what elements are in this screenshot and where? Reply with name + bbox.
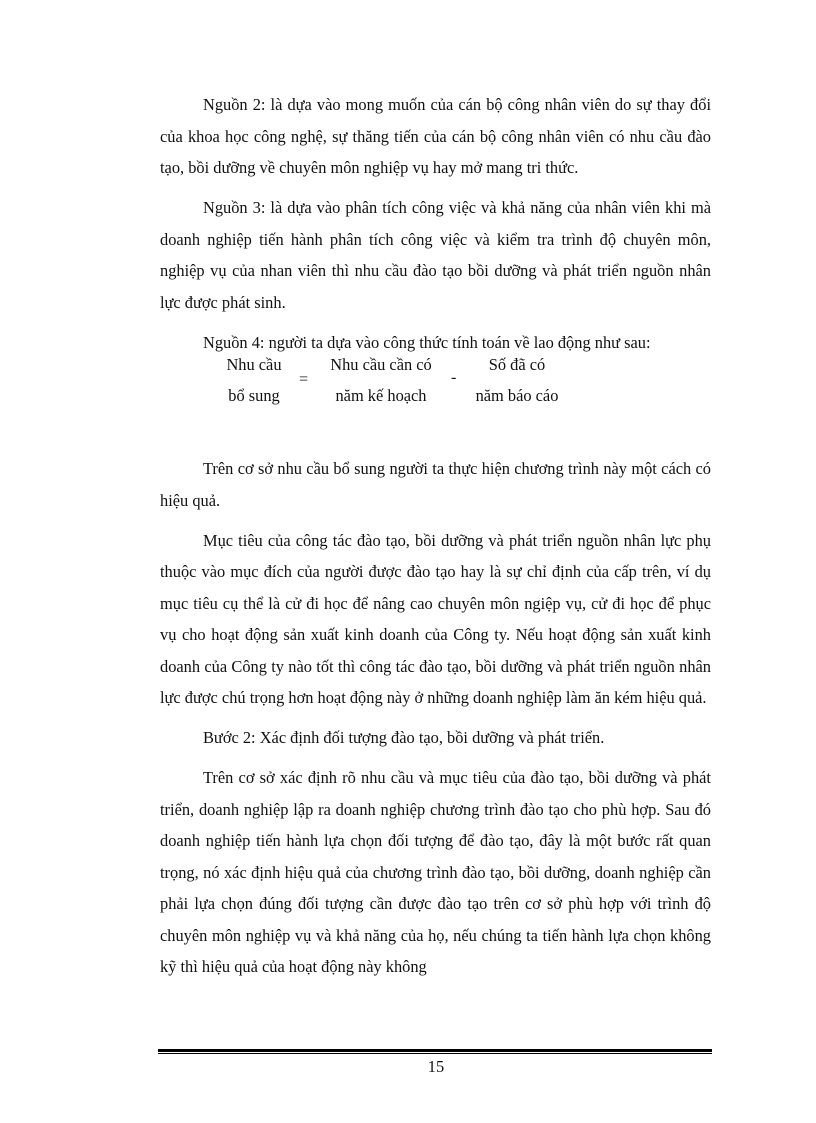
paragraph-supplement: Trên cơ sở nhu cầu bổ sung người ta thực hiện chương trình này một cách có hiệu quả.	[160, 459, 711, 510]
formula-term-plan	[311, 349, 451, 411]
formula-term-plan-line1: Nhu cầu cần có	[330, 355, 432, 374]
formula-equals-sign: =	[299, 371, 309, 388]
labor-formula	[0, 349, 816, 411]
paragraph-objectives: Mục tiêu của công tác đào tạo, bồi dưỡng và phát triển nguồn nhân lực phụ thuộc vào mục đích của người được đào tạo hay là sự chỉ định của cấp trên, ví dụ mục tiêu cụ thể là cử đi học để nâng cao chuyên môn ngiệp vụ, cử đi học để phục vụ cho hoạt động sản xuất kinh doanh của Công ty. Nếu hoạt động sản xuất kinh doanh của Công ty nào tốt thì công tác đào tạo, bồi dưỡng và phát triển nguồn nhân lực được chú trọng hơn hoạt động này ở những doanh nghiệp làm ăn kém hiệu quả.	[160, 530, 711, 707]
footer-divider	[158, 1049, 712, 1054]
formula-term-existing-line1: Số đã có	[488, 355, 546, 374]
formula-term-plan-line2: năm kế hoạch	[335, 386, 427, 405]
formula-minus-sign: -	[451, 369, 457, 386]
page-number: 15	[427, 1057, 445, 1076]
formula-term-existing	[447, 349, 587, 411]
paragraph-source-2: Nguồn 2: là dựa vào mong muốn của cán bộ công nhân viên do sự thay đổi của khoa học công nghệ, sự thăng tiến của cán bộ công nhân viên có nhu cầu đào tạo, bồi dưỡng về chuyên môn nghiệp vụ hay mở mang tri thức.	[160, 95, 711, 177]
paragraph-step-2: Bước 2: Xác định đối tượng đào tạo, bồi dưỡng và phát triển.	[203, 728, 605, 747]
formula-term-demand-line1: Nhu cầu	[226, 355, 282, 374]
body-text-bottom	[160, 453, 711, 983]
paragraph-source-4: Nguồn 4: người ta dựa vào công thức tính toán về lao động như sau:	[203, 332, 651, 352]
formula-term-existing-line2: năm báo cáo	[475, 386, 559, 405]
paragraph-source-3: Nguồn 3: là dựa vào phân tích công việc và khả năng của nhân viên khi mà doanh nghiệp tiến hành phân tích công việc và kiểm tra trình độ chuyên môn, nghiệp vụ của nhan viên thì nhu cầu đào tạo bồi dưỡng và phát triển nguồn nhân lực được phát sinh.	[160, 198, 711, 312]
body-text-top	[160, 89, 711, 358]
formula-term-demand-line2: bổ sung	[228, 386, 280, 405]
paragraph-selection: Trên cơ sở xác định rõ nhu cầu và mục tiêu của đào tạo, bồi dưỡng và phát triển, doanh nghiệp lập ra doanh nghiệp chương trình đào tạo cho phù hợp. Sau đó doanh nghiệp tiến hành lựa chọn đối tượng để đào tạo, đây là một bước rất quan trọng, nó xác định hiệu quả của chương trình đào tạo, bồi dưỡng, doanh nghiệp cần phải lựa chọn đúng đối tượng cần được đào tạo trên cơ sở phù hợp với trình độ chuyên môn nghiệp vụ và khả năng của họ, nếu chúng ta tiến hành lựa chọn không kỹ thì hiệu quả của hoạt động này không	[160, 768, 711, 976]
